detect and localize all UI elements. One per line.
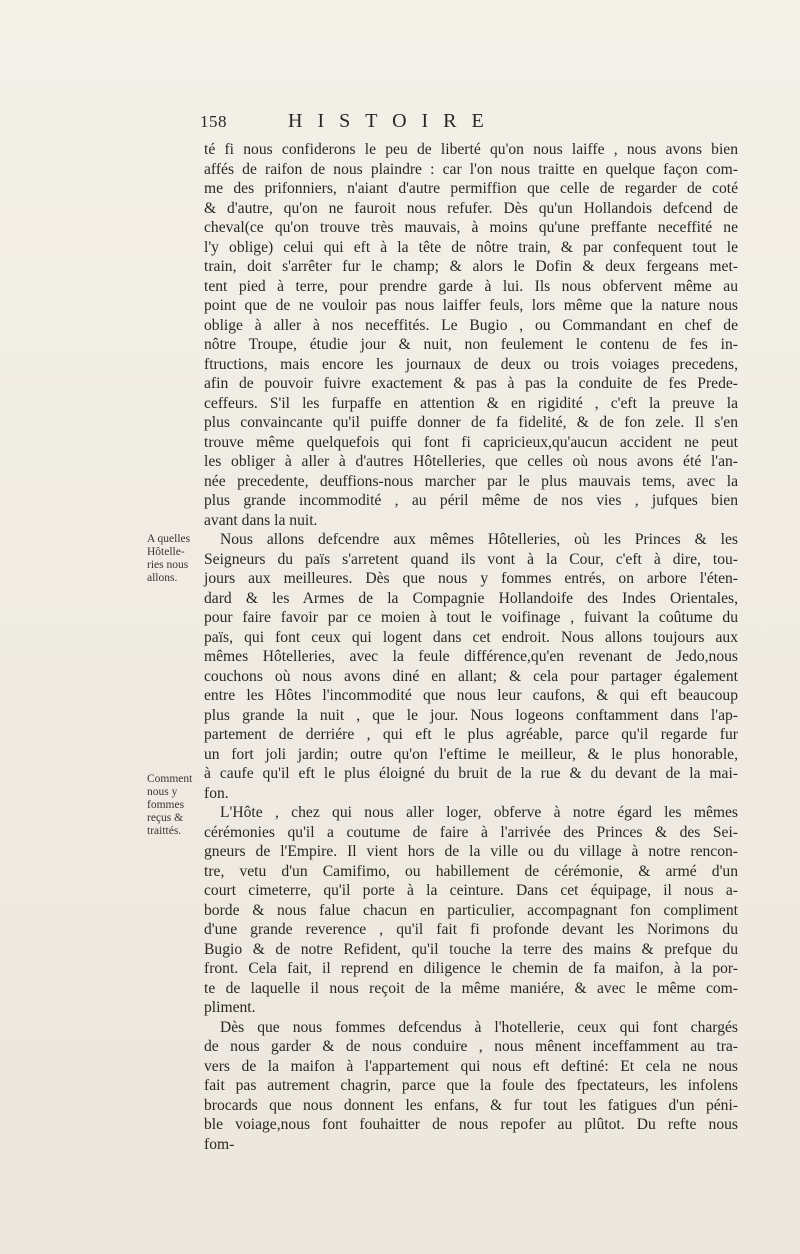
text-line: trouve même quelquefois qui font fi capricieux,qu'aucun accident ne peut	[204, 433, 738, 451]
text-line: entre les Hôtes l'incommodité que nous leur caufons, & qui eft beaucoup	[204, 687, 738, 704]
margin-note-line: traittés.	[147, 825, 182, 837]
text-line: Bugio & de notre Refident, qu'il touche la terre des mains & prefque du	[204, 940, 738, 958]
text-line: un fort joli jardin; outre qu'on l'eftime le meilleur, & le plus honorable,	[204, 745, 738, 763]
text-line: brocards que nous donnent les enfans, & fur tout les fatigues d'un péni-	[204, 1096, 738, 1114]
margin-note-line: allons.	[147, 572, 178, 584]
text-line: plus grande la nuit , que le jour. Nous logeons conftamment dans l'ap-	[204, 706, 738, 724]
margin-note-line: ries nous	[147, 559, 189, 571]
text-line: fon.	[204, 784, 229, 802]
text-line: cheval(ce qu'on trouve très mauvais, à moins qu'une preffante neceffité ne	[204, 219, 738, 236]
margin-note-line: Comment	[147, 773, 193, 785]
margin-note-line: reçus &	[147, 812, 184, 824]
text-line: L'Hôte , chez qui nous aller loger, obferve à notre égard les mêmes	[220, 804, 738, 821]
text-line: fait pas autrement chagrin, parce que la foule des fpectateurs, les infolens	[204, 1077, 738, 1094]
body-text	[204, 140, 738, 1154]
text-line: Dès que nous fommes defcendus à l'hotellerie, ceux qui font chargés	[220, 1018, 738, 1036]
text-line: avant dans la nuit.	[204, 511, 318, 529]
text-line: front. Cela fait, il reprend en diligence le chemin de fa maifon, à la por-	[204, 960, 738, 977]
text-line: née precedente, deuffions-nous marcher par le plus mauvais tems, avec la	[204, 472, 738, 490]
paragraph	[204, 140, 738, 530]
text-line: païs, qui font ceux qui logent dans cet endroit. Nous allons toujours aux	[204, 628, 738, 646]
text-line: vers de la maifon à l'appartement qui nous eft deftiné: Et cela ne nous	[204, 1057, 738, 1075]
text-line: d'une grande reverence , qu'il fait fi profonde devant les Norimons du	[204, 921, 738, 938]
page-number: 158	[200, 112, 227, 131]
text-line: me des prifonniers, n'aiant d'autre permiffion que celle de regarder de coté	[204, 180, 738, 197]
text-line: affés de raifon de nous plaindre : car l'on nous traitte en quelque façon com-	[204, 160, 738, 178]
text-line: oblige à aller à nos neceffités. Le Bugio , ou Commandant en chef de	[204, 316, 738, 334]
paragraph	[204, 803, 738, 1018]
text-line: té fi nous confiderons le peu de liberté qu'on nous laiffe , nous avons bien	[204, 141, 738, 158]
text-line: train, doit s'arrêter fur le champ; & alors le Dofin & deux fergeans met-	[204, 258, 738, 275]
text-line: les obliger à aller à d'autres Hôtelleries, que celles où nous avons été l'an-	[204, 453, 738, 470]
margin-note-line: Hôtelle-	[147, 546, 185, 558]
text-line: court cimeterre, qu'il porte à la ceinture. Dans cet équipage, il nous a-	[204, 882, 738, 899]
margin-note-line: A quelles	[147, 533, 191, 545]
text-line: tre, vetu d'un Camifimo, ou habillement de cérémonie, & armé d'un	[204, 862, 738, 880]
text-line: fom-	[204, 1135, 235, 1153]
text-line: nôtre Troupe, étudie jour & nuit, non feulement le contenu de fes in-	[204, 336, 738, 353]
text-line: Seigneurs du païs s'arretent quand ils vont à la Cour, c'eft à dire, tou-	[204, 550, 738, 568]
text-line: l'y oblige) celui qui eft à la tête de nôtre train, & par confequent tout le	[204, 238, 738, 256]
text-line: mêmes Hôtelleries, avec la feule différence,qu'en revenant de Jedo,nous	[204, 648, 738, 665]
running-title: HISTOIRE	[288, 110, 499, 132]
text-line: partement de derriére , qui eft le plus agréable, parce qu'il regarde fur	[204, 726, 738, 743]
text-line: cérémonies qu'il a coutume de faire à l'arrivée des Princes & des Sei-	[204, 823, 738, 841]
paragraph	[204, 1018, 738, 1155]
text-line: plus convaincante qu'il puiffe donner de fa fidelité, & de fon zele. Il s'en	[204, 414, 738, 431]
text-line: te de laquelle il nous reçoit de la même maniére, & avec le même com-	[204, 979, 738, 997]
text-line: gneurs de l'Empire. Il vient hors de la ville ou du village à notre rencon-	[204, 843, 738, 860]
text-line: de nous garder & de nous conduire , nous mênent inceffamment au tra-	[204, 1038, 738, 1055]
text-line: tent pied à terre, pour prendre garde à lui. Ils nous obfervent même au	[204, 277, 738, 295]
text-line: pliment.	[204, 999, 256, 1016]
text-line: couchons où nous avons diné en allant; & cela pour partager également	[204, 667, 738, 685]
text-line: ble voiage,nous font fouhaitter de nous repofer au plûtot. Du refte nous	[204, 1116, 738, 1133]
text-line: jours aux meilleures. Dès que nous y fommes entrés, on arbore l'éten-	[204, 570, 738, 587]
paragraph	[204, 530, 738, 803]
text-line: borde & nous falue chacun en particulier, accompagnant fon compliment	[204, 901, 738, 919]
margin-note-reception	[147, 773, 205, 838]
text-line: ceffeurs. S'il les furpaffe en attention & en rigidité , c'eft la preuve la	[204, 394, 738, 412]
text-line: plus grande incommodité , au péril même de nos vies , jufques bien	[204, 492, 738, 509]
page-header	[200, 112, 740, 138]
text-line: point que de ne vouloir pas nous laiffer feuls, lors même que la nature nous	[204, 297, 738, 314]
text-line: dard & les Armes de la Compagnie Hollandoife des Indes Orientales,	[204, 589, 738, 607]
text-line: afin de pouvoir fuivre exactement & pas à pas la conduite de fes Prede-	[204, 375, 738, 392]
margin-note-line: nous y	[147, 786, 178, 798]
text-line: ftructions, mais encore les journaux de deux ou trois voiages precedens,	[204, 355, 738, 373]
text-line: pour faire favoir par ce moien à tout le voifinage , fuivant la coûtume du	[204, 609, 738, 626]
text-line: à caufe qu'il eft le plus éloigné du bruit de la rue & du devant de la mai-	[204, 765, 738, 782]
text-line: Nous allons defcendre aux mêmes Hôtelleries, où les Princes & les	[220, 531, 738, 548]
text-line: & d'autre, qu'on ne fauroit nous refufer. Dès qu'un Hollandois defcend de	[204, 199, 738, 217]
margin-note-line: fommes	[147, 799, 185, 811]
margin-note-hotelleries	[147, 533, 205, 585]
